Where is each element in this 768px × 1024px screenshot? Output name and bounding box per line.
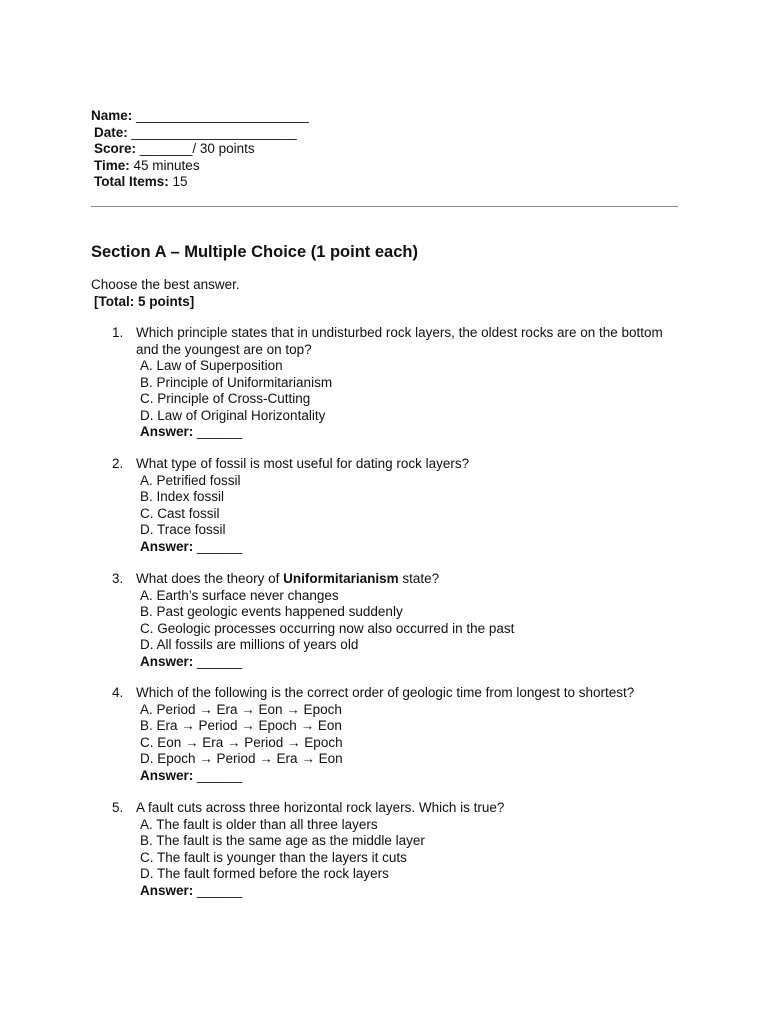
date-row (91, 125, 491, 142)
question-number: 1. (112, 325, 124, 340)
date-blank: ______________________ (131, 124, 297, 140)
total-items-label: Total Items: (94, 174, 169, 189)
question-text: Which of the following is the correct order of geologic time from longest to shortest? (136, 685, 635, 700)
option-d: D. Epoch → Period → Era → Eon (140, 751, 343, 766)
total-items-value: 15 (172, 174, 188, 189)
answer-label: Answer: (140, 882, 194, 898)
question-text: Which principle states that in undisturbed rock layers, the oldest rocks are on the bottom and the youngest are on top? (136, 325, 663, 357)
answer-label: Answer: (140, 653, 194, 669)
option-c: C. Eon → Era → Period → Epoch (140, 734, 343, 750)
option-d: D. Trace fossil (140, 522, 226, 537)
option-a: A. Period → Era → Eon → Epoch (140, 701, 342, 717)
option-a: A. Law of Superposition (140, 358, 283, 373)
answer-blank: ______ (197, 653, 243, 669)
score-value: _______/ 30 points (139, 141, 255, 156)
date-label: Date: (94, 124, 128, 140)
score-label: Score: (94, 141, 137, 156)
answer-label: Answer: (140, 538, 194, 554)
answer-line (140, 883, 684, 900)
name-blank: _______________________ (136, 108, 309, 123)
time-label: Time: (94, 157, 130, 173)
question-5 (112, 800, 684, 899)
option-b: B. The fault is the same age as the middle layer (140, 833, 425, 848)
option-c: C. Geologic processes occurring now also occurred in the past (140, 620, 515, 636)
answer-line (140, 768, 684, 785)
option-a: A. Earth’s surface never changes (140, 587, 339, 603)
question-4 (112, 685, 684, 784)
question-1 (112, 325, 684, 441)
answer-blank: ______ (197, 882, 243, 898)
option-c: C. Cast fossil (140, 505, 220, 521)
section-instructions: Choose the best answer. (91, 277, 240, 292)
answer-blank: ______ (197, 424, 243, 439)
option-d: D. Law of Original Horizontality (140, 407, 326, 423)
option-b: B. Index fossil (140, 489, 225, 504)
question-text: What type of fossil is most useful for dating rock layers? (136, 456, 470, 471)
option-c: C. The fault is younger than the layers it cuts (140, 849, 407, 865)
question-text: A fault cuts across three horizontal rock layers. Which is true? (136, 800, 505, 815)
question-number: 4. (112, 685, 124, 700)
question-key-term: Uniformitarianism (283, 571, 399, 586)
question-3 (112, 571, 684, 670)
option-c: C. Principle of Cross-Cutting (140, 391, 311, 406)
option-a: A. Petrified fossil (140, 472, 241, 488)
question-number: 5. (112, 800, 124, 815)
answer-blank: ______ (197, 538, 243, 554)
horizontal-divider (91, 206, 678, 207)
answer-line (140, 424, 684, 441)
question-text-start: What does the theory of (136, 571, 284, 586)
option-b: B. Era → Period → Epoch → Eon (140, 718, 342, 733)
option-d: D. The fault formed before the rock layers (140, 866, 389, 881)
option-a: A. The fault is older than all three layers (140, 816, 378, 832)
total-items-row (91, 174, 491, 191)
score-row (91, 141, 491, 158)
section-total-points: [Total: 5 points] (94, 294, 195, 309)
answer-label: Answer: (140, 767, 194, 783)
option-d: D. All fossils are millions of years old (140, 637, 359, 652)
option-b: B. Past geologic events happened suddenly (140, 604, 403, 619)
option-b: B. Principle of Uniformitarianism (140, 374, 333, 390)
answer-line (140, 654, 684, 671)
question-text (136, 571, 684, 588)
time-value: 45 minutes (133, 157, 200, 173)
name-row (91, 108, 491, 125)
answer-line (140, 539, 684, 556)
question-number: 3. (112, 571, 124, 586)
answer-label: Answer: (140, 424, 194, 439)
question-2 (112, 456, 684, 555)
question-number: 2. (112, 456, 124, 471)
name-label: Name: (91, 108, 133, 123)
student-info-header (91, 108, 491, 191)
question-text-end: state? (398, 571, 440, 586)
time-row (91, 158, 491, 175)
section-title: Section A – Multiple Choice (1 point each) (91, 243, 418, 261)
answer-blank: ______ (197, 767, 243, 783)
